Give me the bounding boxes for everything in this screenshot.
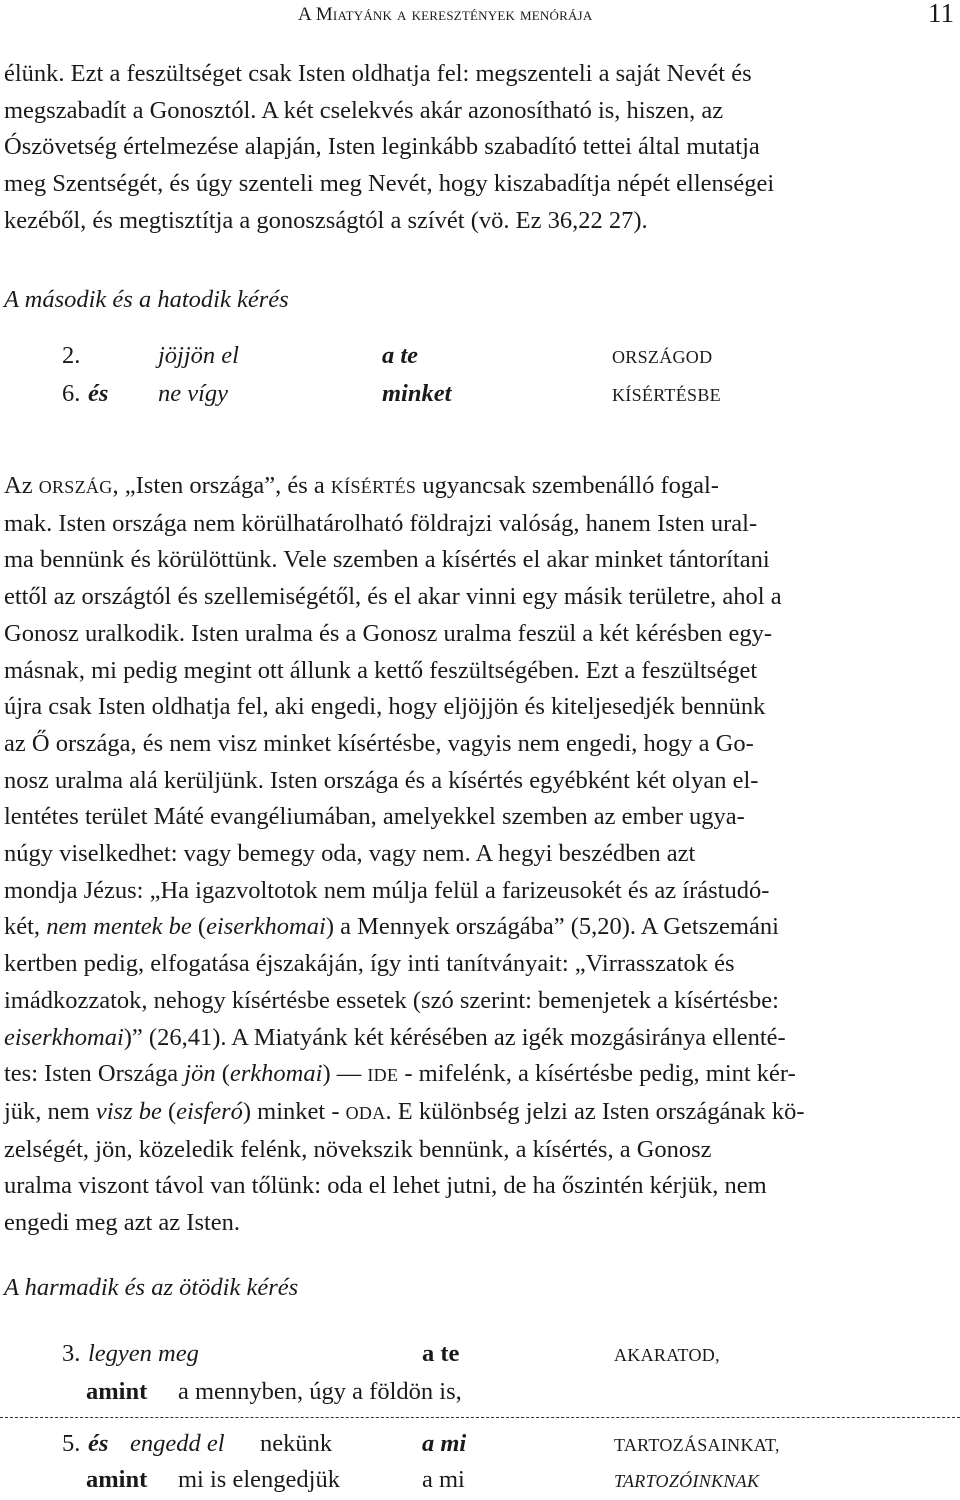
text-line: ma bennünk és körülöttünk. Vele szemben a kísértés el akar minket tántorítani xyxy=(4,546,770,574)
text-line xyxy=(4,1020,956,1057)
petition-conjunction: és xyxy=(88,380,109,407)
text-line: núgy viselkedhet: vagy bemegy oda, vagy nem. A hegyi beszédben azt xyxy=(4,840,696,868)
italic-term: nem mentek be xyxy=(46,913,192,941)
text-line: meg Szentségét, és úgy szenteli meg Nevét, hogy kiszabadítja népét ellenségei xyxy=(4,170,775,198)
petition-number: 2. xyxy=(62,342,81,369)
petition-conjunction: amint xyxy=(86,1378,148,1405)
text-line: kezéből, és megtisztítja a gonoszságtól a szívét (vö. Ez 36,22 27). xyxy=(4,206,648,234)
petition-number: 5. xyxy=(62,1430,81,1457)
text-run: , „Isten országa”, és a xyxy=(112,472,331,499)
italic-term: erkhomai xyxy=(229,1060,323,1088)
text-run: ) — xyxy=(322,1060,368,1088)
text-line: élünk. Ezt a feszültséget csak Isten oldhatja fel: megszenteli a saját Nevét és xyxy=(4,60,752,87)
text-line: újra csak Isten oldhatja fel, aki engedi, hogy eljöjjön és kiteljesedjék bennünk xyxy=(4,693,766,721)
petition-pronoun: minket xyxy=(382,380,452,407)
text-line xyxy=(4,468,956,506)
petition-noun: TARTOZÓINKNAK xyxy=(614,1471,760,1491)
italic-term: visz be xyxy=(95,1097,162,1125)
petition-noun: AKARATOD, xyxy=(614,1345,720,1365)
small-caps-term: KÍSÉRTÉS xyxy=(330,477,417,497)
small-caps-term: IDE xyxy=(367,1065,399,1086)
text-line xyxy=(4,1094,956,1132)
section-heading: A harmadik és az ötödik kérés xyxy=(4,1274,299,1301)
text-run: ) minket - xyxy=(242,1097,346,1125)
text-run: - mifelénk, a kísértésbe pedig, mint kér- xyxy=(398,1060,796,1088)
petition-number: 6. xyxy=(62,380,81,407)
petition-pronoun: a mi xyxy=(422,1466,465,1493)
italic-term: jön xyxy=(184,1060,216,1088)
paragraph-intro xyxy=(4,56,956,240)
italic-term: eisferó xyxy=(176,1097,243,1125)
small-caps-term: ODA xyxy=(345,1102,386,1123)
petition-verb: jöjjön el xyxy=(158,342,239,369)
small-caps-term: ORSZÁG xyxy=(38,477,113,497)
running-header-title: A Miatyánk a keresztények menórája xyxy=(298,4,593,25)
text-line: nosz uralma alá kerüljünk. Isten országa és a kísértés egyébként két olyan el- xyxy=(4,766,759,794)
text-line: imádkozzatok, nehogy kísértésbe essetek (szó szerint: bemenjetek a kísértésbe: xyxy=(4,986,779,1014)
petition-conjunction: amint xyxy=(86,1466,148,1493)
petition-text: a mennyben, úgy a földön is, xyxy=(178,1378,462,1405)
petition-noun: TARTOZÁSAINKAT, xyxy=(614,1435,780,1455)
text-line: lentétes terület Máté evangéliumában, amelyekkel szemben az ember ugya- xyxy=(4,803,745,831)
petition-verb: engedd el xyxy=(130,1430,225,1457)
petition-text: mi is elengedjük xyxy=(178,1466,340,1493)
text-line: mak. Isten országa nem körülhatárolható földrajzi valóság, hanem Isten ural- xyxy=(4,509,758,537)
italic-term: eiserkhomai xyxy=(206,913,326,941)
text-line xyxy=(4,909,956,946)
text-line: ettől az országtól és szellemiségétől, és el akar vinni egy másik területre, ahol a xyxy=(4,583,782,611)
text-run: két, xyxy=(4,913,47,941)
text-run: Az xyxy=(4,472,39,499)
text-run: ugyancsak szembenálló fogal- xyxy=(416,472,719,499)
text-run: ( xyxy=(215,1060,230,1088)
text-line xyxy=(4,1056,956,1094)
text-run: ) a Mennyek országába” (5,20). A Getszemáni xyxy=(325,913,779,941)
petition-pronoun: a mi xyxy=(422,1430,467,1457)
italic-term: eiserkhomai xyxy=(4,1023,124,1051)
text-line: mondja Jézus: „Ha igazvoltotok nem múlja felül a farizeusokét és az írástudó- xyxy=(4,876,770,904)
petition-object: nekünk xyxy=(260,1430,333,1457)
petition-number: 3. xyxy=(62,1340,81,1367)
text-line: kertben pedig, elfogatása éjszakáján, így inti tanítványait: „Virrasszatok és xyxy=(4,950,735,978)
text-run: ( xyxy=(191,913,207,941)
petition-pronoun: a te xyxy=(382,342,419,369)
petition-verb: ne vígy xyxy=(158,380,229,407)
text-run: )” (26,41). A Miatyánk két kérésében az igék mozgásiránya ellenté- xyxy=(123,1023,786,1051)
page-number: 11 xyxy=(928,0,954,28)
petition-verb: legyen meg xyxy=(88,1340,199,1367)
text-line: uralma viszont távol van tőlünk: oda el lehet jutni, de ha őszintén kérjük, nem xyxy=(4,1172,767,1200)
text-run: . E különbség jelzi az Isten országának kö- xyxy=(385,1097,805,1125)
text-line: zelségét, jön, közeledik felénk, növekszik bennünk, a kísértés, a Gonosz xyxy=(4,1135,712,1163)
petition-pronoun: a te xyxy=(422,1340,460,1367)
text-line: másnak, mi pedig megint ott állunk a kettő feszültségében. Ezt a feszültséget xyxy=(4,656,758,684)
dashed-divider xyxy=(0,1417,960,1418)
text-run: tes: Isten Országa xyxy=(4,1060,185,1088)
text-line: az Ő országa, és nem visz minket kísértésbe, vagyis nem engedi, hogy a Go- xyxy=(4,729,754,757)
text-run: jük, nem xyxy=(4,1097,96,1125)
petition-noun: KÍSÉRTÉSBE xyxy=(612,385,721,405)
text-line: Ószövetség értelmezése alapján, Isten leginkább szabadító tettei által mutatja xyxy=(4,133,760,161)
petition-conjunction: és xyxy=(88,1430,109,1457)
text-run: ( xyxy=(161,1097,177,1125)
text-line: engedi meg azt az Isten. xyxy=(4,1209,241,1237)
text-line: megszabadít a Gonosztól. A két cselekvés akár azonosítható is, hiszen, az xyxy=(4,96,724,124)
section-heading: A második és a hatodik kérés xyxy=(4,286,289,313)
petition-noun: ORSZÁGOD xyxy=(612,347,713,367)
text-line: Gonosz uralkodik. Isten uralma és a Gonosz uralma feszül a két kérésben egy- xyxy=(4,619,773,647)
paragraph-main xyxy=(4,468,956,1242)
